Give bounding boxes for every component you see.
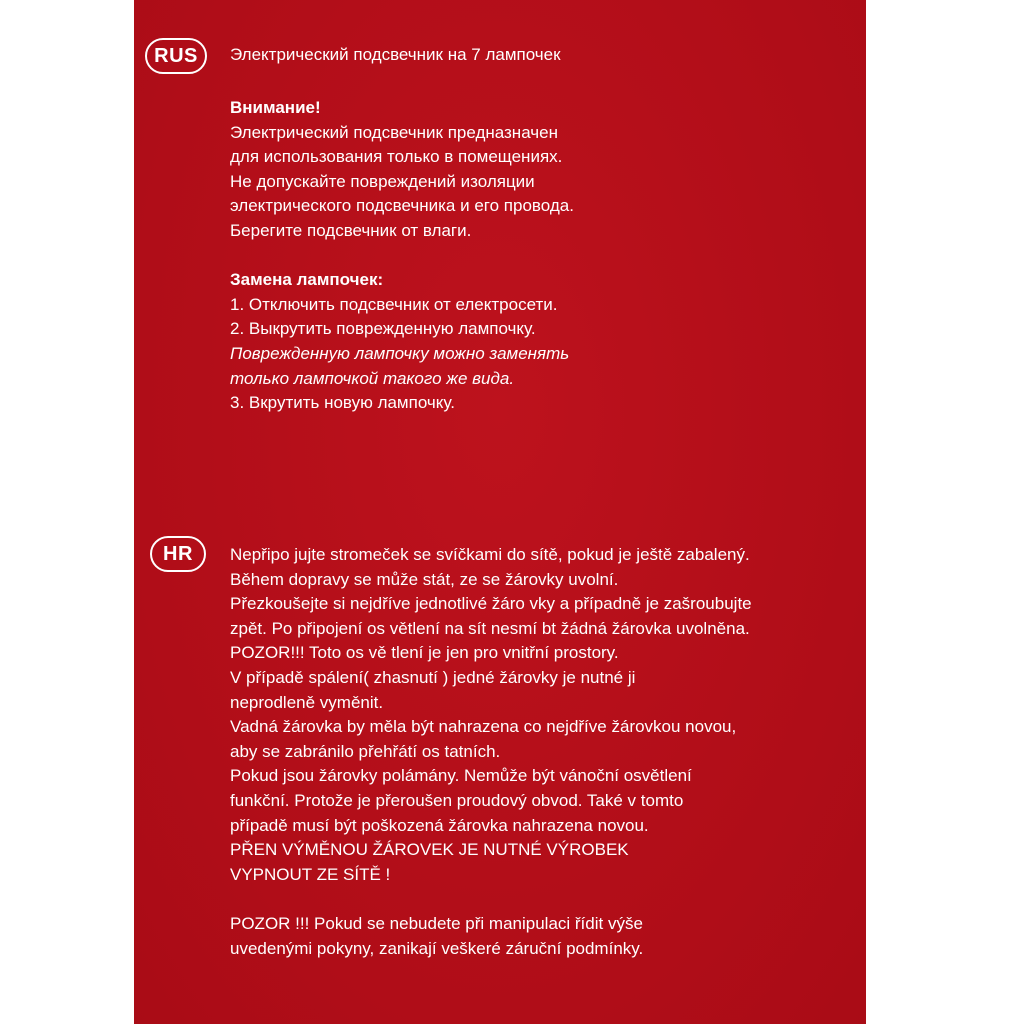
language-badge-hr: HR [150, 536, 206, 572]
hr-line: Během dopravy se může stát, ze se žárovky uvolní. [230, 569, 619, 589]
rus-step-2: 2. Выкрутить поврежденную лампочку. [230, 319, 536, 339]
hr-line: zpět. Po připojení os větlení na sít nesmí bt žádná žárovka uvolněna. [230, 618, 750, 638]
hr-line: Nepřipo jujte stromeček se svíčkami do sítě, pokud je ještě zabalený. [230, 545, 750, 564]
rus-warning-line: Берегите подсвечник от влаги. [230, 220, 472, 240]
hr-line: Pokud jsou žárovky polámány. Nemůže být vánoční osvětlení [230, 766, 692, 786]
rus-warning-line: Электрический подсвечник предназначен [230, 122, 558, 142]
hr-line: funkční. Protože je přeroušen proudový obvod. Také v tomto [230, 790, 684, 810]
rus-warning-heading: Внимание! [230, 98, 321, 117]
rus-note-line: Поврежденную лампочку можно заменять [230, 343, 570, 363]
hr-final-line: uvedenými pokyny, zanikají veškeré záruční podmínky. [230, 938, 644, 958]
language-badge-rus: RUS [145, 38, 207, 74]
hr-line: neprodleně vyměnit. [230, 692, 384, 712]
rus-body [230, 96, 574, 416]
hr-line: PŘEN VÝMĚNOU ŽÁROVEK JE NUTNÉ VÝROBEK [230, 840, 629, 860]
rus-step-3: 3. Вкрутить новую лампочку. [230, 393, 455, 413]
rus-replace-heading: Замена лампочек: [230, 270, 384, 290]
rus-warning-line: Не допускайте повреждений изоляции [230, 171, 535, 191]
hr-line: V případě spálení( zhasnutí ) jedné žárovky je nutné ji [230, 667, 636, 687]
hr-final-line: POZOR !!! Pokud se nebudete při manipulaci řídit výše [230, 913, 643, 933]
hr-line: případě musí být poškozená žárovka nahrazena novou. [230, 815, 649, 835]
rus-warning-line: для использования только в помещениях. [230, 147, 563, 167]
hr-line: aby se zabránilo přehřátí os tatních. [230, 741, 501, 761]
hr-line: POZOR!!! Toto os vě tlení je jen pro vnitřní prostory. [230, 643, 619, 663]
rus-step-1: 1. Отключить подсвечник от електросети. [230, 294, 558, 314]
hr-line: VYPNOUT ZE SÍTĚ ! [230, 864, 391, 884]
hr-line: Vadná žárovka by měla být nahrazena co nejdříve žárovkou novou, [230, 717, 737, 737]
hr-body [230, 543, 752, 961]
rus-title: Электрический подсвечник на 7 лампочек [230, 45, 561, 64]
rus-warning-line: электрического подсвечника и его провода. [230, 196, 574, 216]
hr-line: Přezkoušejte si nejdříve jednotlivé žáro vky a případně je zašroubujte [230, 594, 752, 614]
rus-note-line: только лампочкой такого же вида. [230, 368, 515, 388]
